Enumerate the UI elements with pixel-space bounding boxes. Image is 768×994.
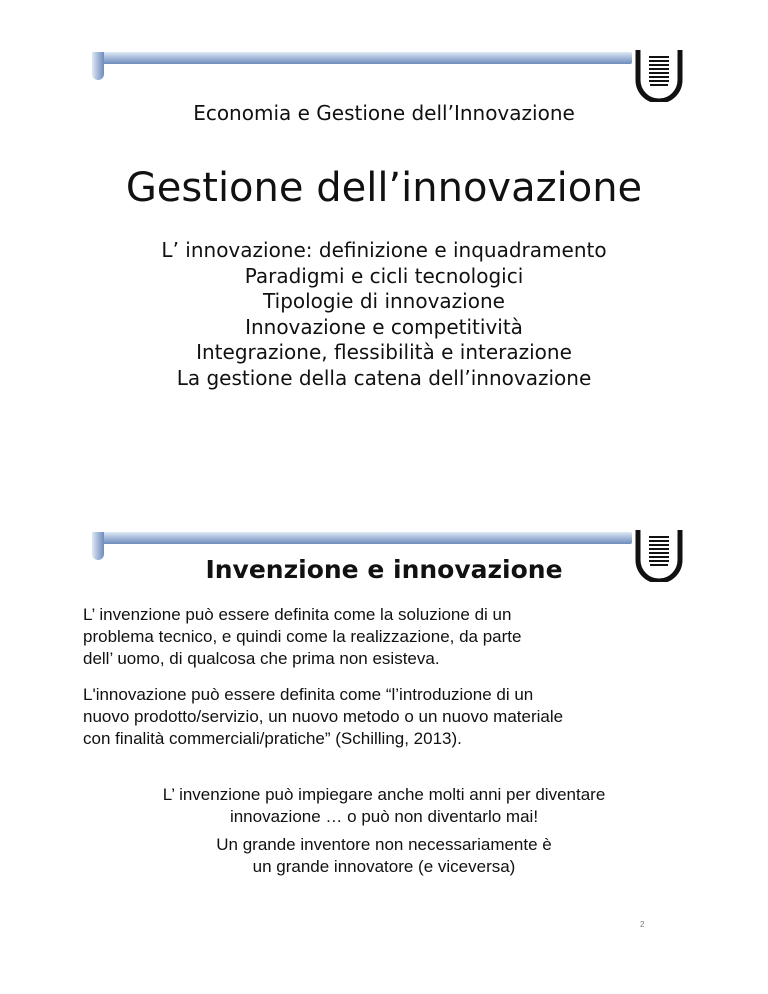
text-line: con finalità commerciali/pratiche” (Schilling, 2013). <box>83 729 462 748</box>
text-line: Un grande inventore non necessariamente è <box>216 835 552 854</box>
slide-heading: Invenzione e innovazione <box>205 555 563 584</box>
text-line: problema tecnico, e quindi come la realizzazione, da parte <box>83 627 522 646</box>
topic-item: Innovazione e competitività <box>245 314 523 339</box>
topic-item: L’ innovazione: definizione e inquadramento <box>161 238 607 262</box>
topic-item: Integrazione, flessibilità e interazione <box>196 340 572 364</box>
course-subtitle: Economia e Gestione dell’Innovazione <box>193 101 575 125</box>
text-line: innovazione … o può non diventarlo mai! <box>229 807 539 826</box>
text-line: un grande innovatore (e viceversa) <box>252 857 516 876</box>
slide-title: Gestione dell’innovazione <box>125 165 643 211</box>
text-line: L’ invenzione può impiegare anche molti anni per diventare <box>162 785 606 804</box>
slide-2 <box>0 520 768 994</box>
invention-to-innovation-note <box>0 784 768 828</box>
topic-item: Paradigmi e cicli tecnologici <box>244 263 524 288</box>
page-number: 2 <box>640 920 645 929</box>
header-bar-corner <box>92 52 104 80</box>
topic-item: Tipologie di innovazione <box>263 289 505 313</box>
header-bar <box>92 532 632 544</box>
text-line: dell’ uomo, di qualcosa che prima non esisteva. <box>83 649 440 668</box>
university-seal-icon <box>632 50 686 102</box>
topic-item: La gestione della catena dell’innovazione <box>176 365 592 390</box>
topic-list <box>0 238 768 391</box>
invention-definition <box>83 604 703 670</box>
header-bar <box>92 52 632 64</box>
slide-1 <box>0 0 768 470</box>
inventor-innovator-note <box>0 834 768 878</box>
text-line: L'innovazione può essere definita come “l’introduzione di un <box>83 685 534 704</box>
innovation-definition <box>83 684 703 750</box>
text-line: nuovo prodotto/servizio, un nuovo metodo o un nuovo materiale <box>83 707 564 726</box>
text-line: L’ invenzione può essere definita come la soluzione di un <box>83 605 512 624</box>
